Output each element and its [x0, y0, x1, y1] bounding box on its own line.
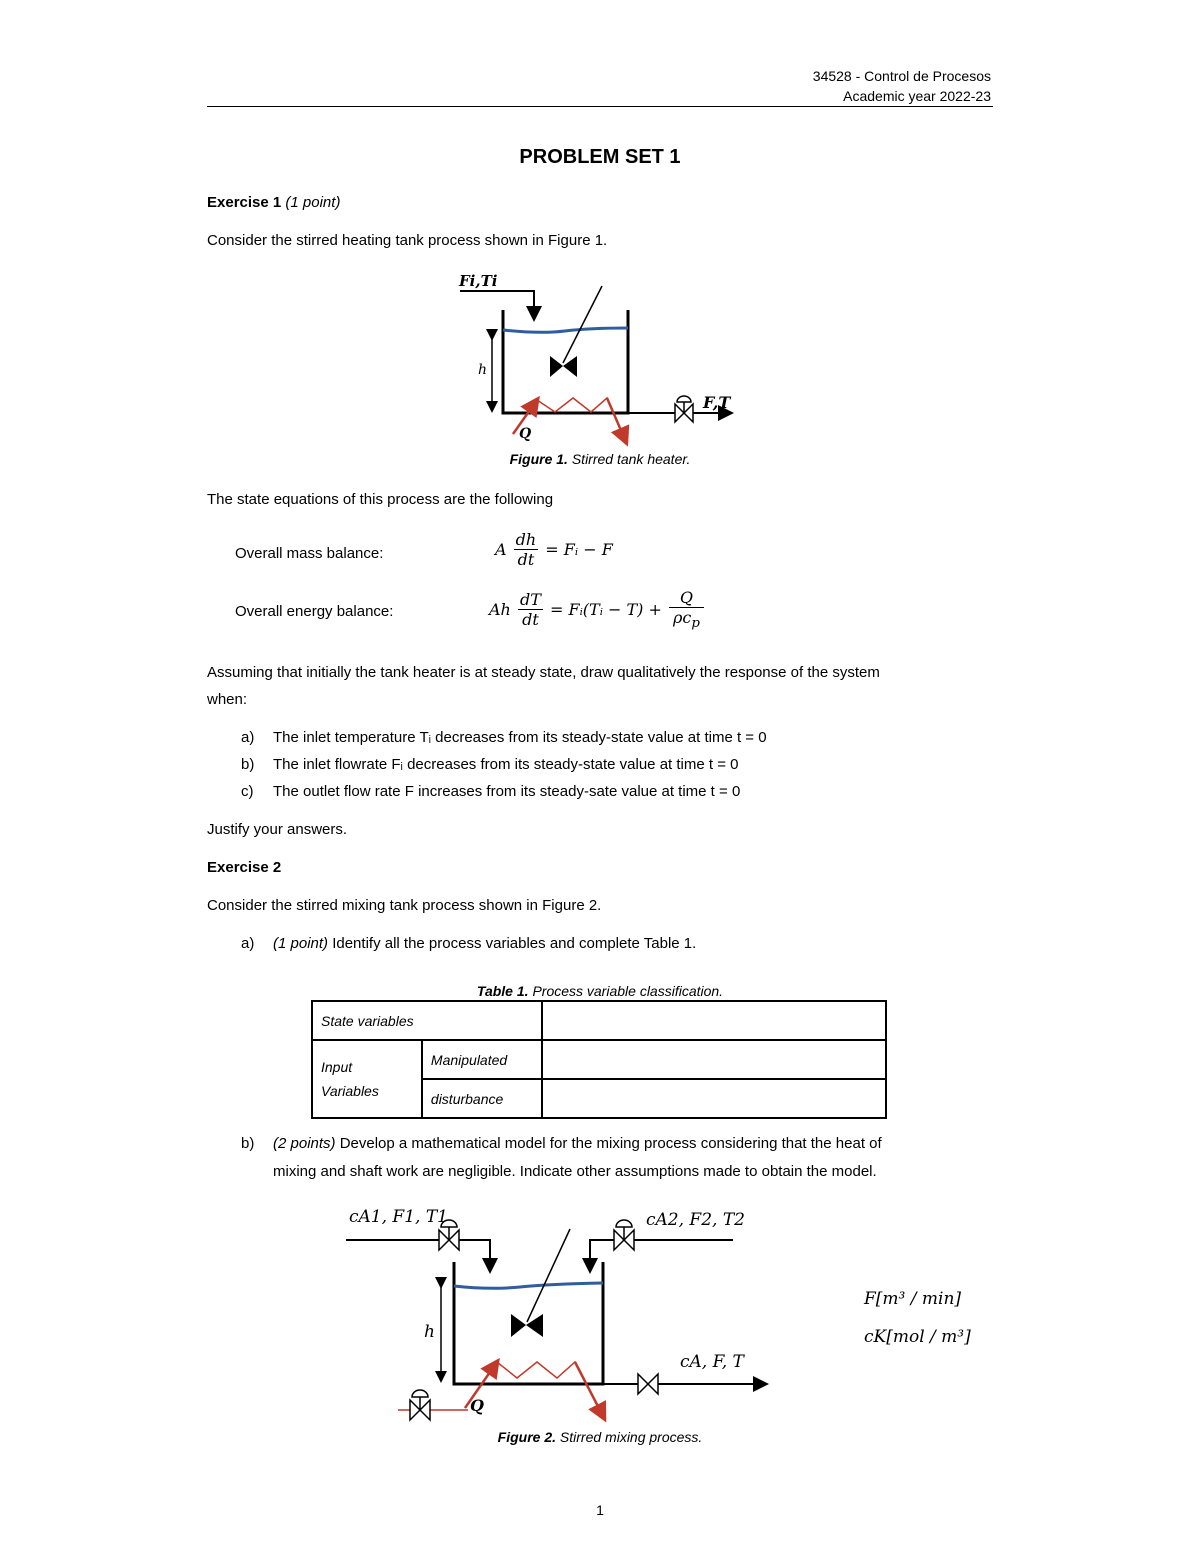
- table-1-caption-label: Table 1.: [476, 983, 529, 999]
- disturbance-cell[interactable]: [542, 1079, 886, 1118]
- ex2-a-points: (1 point): [273, 935, 329, 952]
- fig1-outlet-label: F,T: [703, 393, 731, 412]
- fig1-level-label: h: [478, 362, 488, 378]
- ex2-a-marker: a): [241, 935, 255, 952]
- figure-1-caption-text: Stirred tank heater.: [571, 451, 691, 467]
- table-1-caption-text: Process variable classification.: [532, 983, 724, 999]
- state-variables-cell[interactable]: [542, 1001, 886, 1040]
- ex2-a-line: [273, 935, 696, 952]
- ex2-intro: Consider the stirred mixing tank process shown in Figure 2.: [207, 897, 602, 914]
- assumption-line-2: when:: [207, 691, 248, 708]
- ex2-b-line-1: [273, 1135, 993, 1152]
- figure-2-caption-text: Stirred mixing process.: [559, 1429, 703, 1445]
- ex1-item-b: The inlet flowrate Fᵢ decreases from its steady-state value at time t = 0: [273, 756, 739, 773]
- disturbance-label: disturbance: [422, 1079, 542, 1118]
- header-year: Academic year 2022-23: [843, 88, 991, 104]
- fig2-unit-conc: cK[mol / m³]: [864, 1327, 971, 1347]
- fig1-inlet-label: Fi,Ti: [459, 272, 498, 290]
- process-variable-table: [311, 1000, 887, 1119]
- input-variables-label: [312, 1040, 422, 1118]
- manipulated-cell[interactable]: [542, 1040, 886, 1079]
- ex1-item-c-marker: c): [241, 783, 254, 800]
- figure-2-caption: [0, 1429, 1200, 1445]
- figure-2-caption-label: Figure 2.: [497, 1429, 557, 1445]
- input-variables-label-1: Input: [321, 1059, 353, 1075]
- ex2-a-text: Identify all the process variables and complete Table 1.: [332, 935, 697, 952]
- ex1-heading: Exercise 1: [207, 194, 282, 211]
- fig2-inlet1-label: cA1, F1, T1: [349, 1207, 448, 1227]
- input-variables-label-2: Variables: [321, 1083, 379, 1099]
- energy-balance-label: Overall energy balance:: [235, 603, 394, 620]
- state-variables-label: State variables: [312, 1001, 542, 1040]
- page-number: 1: [596, 1502, 604, 1518]
- page-title: PROBLEM SET 1: [519, 146, 681, 168]
- fig2-unit-flow: F[m³ / min]: [864, 1289, 962, 1309]
- fig2-outlet-label: cA, F, T: [680, 1352, 744, 1372]
- energy-balance-equation: Ah $\frac{dT}{dt}$ = Fᵢ(Tᵢ − T) + Q $\rho c_p$: [489, 588, 706, 631]
- fig2-inlet2-label: cA2, F2, T2: [646, 1210, 745, 1230]
- state-equations-intro: The state equations of this process are the following: [207, 491, 554, 508]
- ex1-item-a-marker: a): [241, 729, 255, 746]
- ex2-b-line-2: mixing and shaft work are negligible. Indicate other assumptions made to obtain the model.: [273, 1163, 877, 1180]
- fig2-heat-label: Q: [470, 1396, 484, 1415]
- ex2-b-points: (2 points): [273, 1135, 336, 1152]
- ex2-heading: Exercise 2: [207, 859, 282, 876]
- ex1-item-b-marker: b): [241, 756, 255, 773]
- table-1-caption: [0, 983, 1200, 999]
- mass-balance-label: Overall mass balance:: [235, 545, 384, 562]
- ex1-item-a: The inlet temperature Tᵢ decreases from its steady-state value at time t = 0: [273, 729, 767, 746]
- assumption-line-1: Assuming that initially the tank heater is at steady state, draw qualitatively the response of the system: [207, 664, 880, 681]
- ex1-points: (1 point): [285, 194, 341, 211]
- ex2-b-marker: b): [241, 1135, 255, 1152]
- figure-1-caption-label: Figure 1.: [509, 451, 568, 467]
- figure-1-caption: [0, 451, 1200, 467]
- ex1-item-c: The outlet flow rate F increases from its steady-sate value at time t = 0: [273, 783, 741, 800]
- ex2-b-text-1: Develop a mathematical model for the mixing process considering that the heat of: [339, 1135, 882, 1152]
- ex1-intro: Consider the stirred heating tank process shown in Figure 1.: [207, 232, 608, 249]
- mass-balance-equation: A $\frac{dh}{dt}$ = Fᵢ − F: [495, 530, 613, 569]
- fig2-level-label: h: [424, 1322, 435, 1342]
- justify-text: Justify your answers.: [207, 821, 348, 838]
- header-course: 34528 - Control de Procesos: [812, 68, 991, 84]
- fig1-heat-label: Q: [519, 426, 532, 442]
- manipulated-label: Manipulated: [422, 1040, 542, 1079]
